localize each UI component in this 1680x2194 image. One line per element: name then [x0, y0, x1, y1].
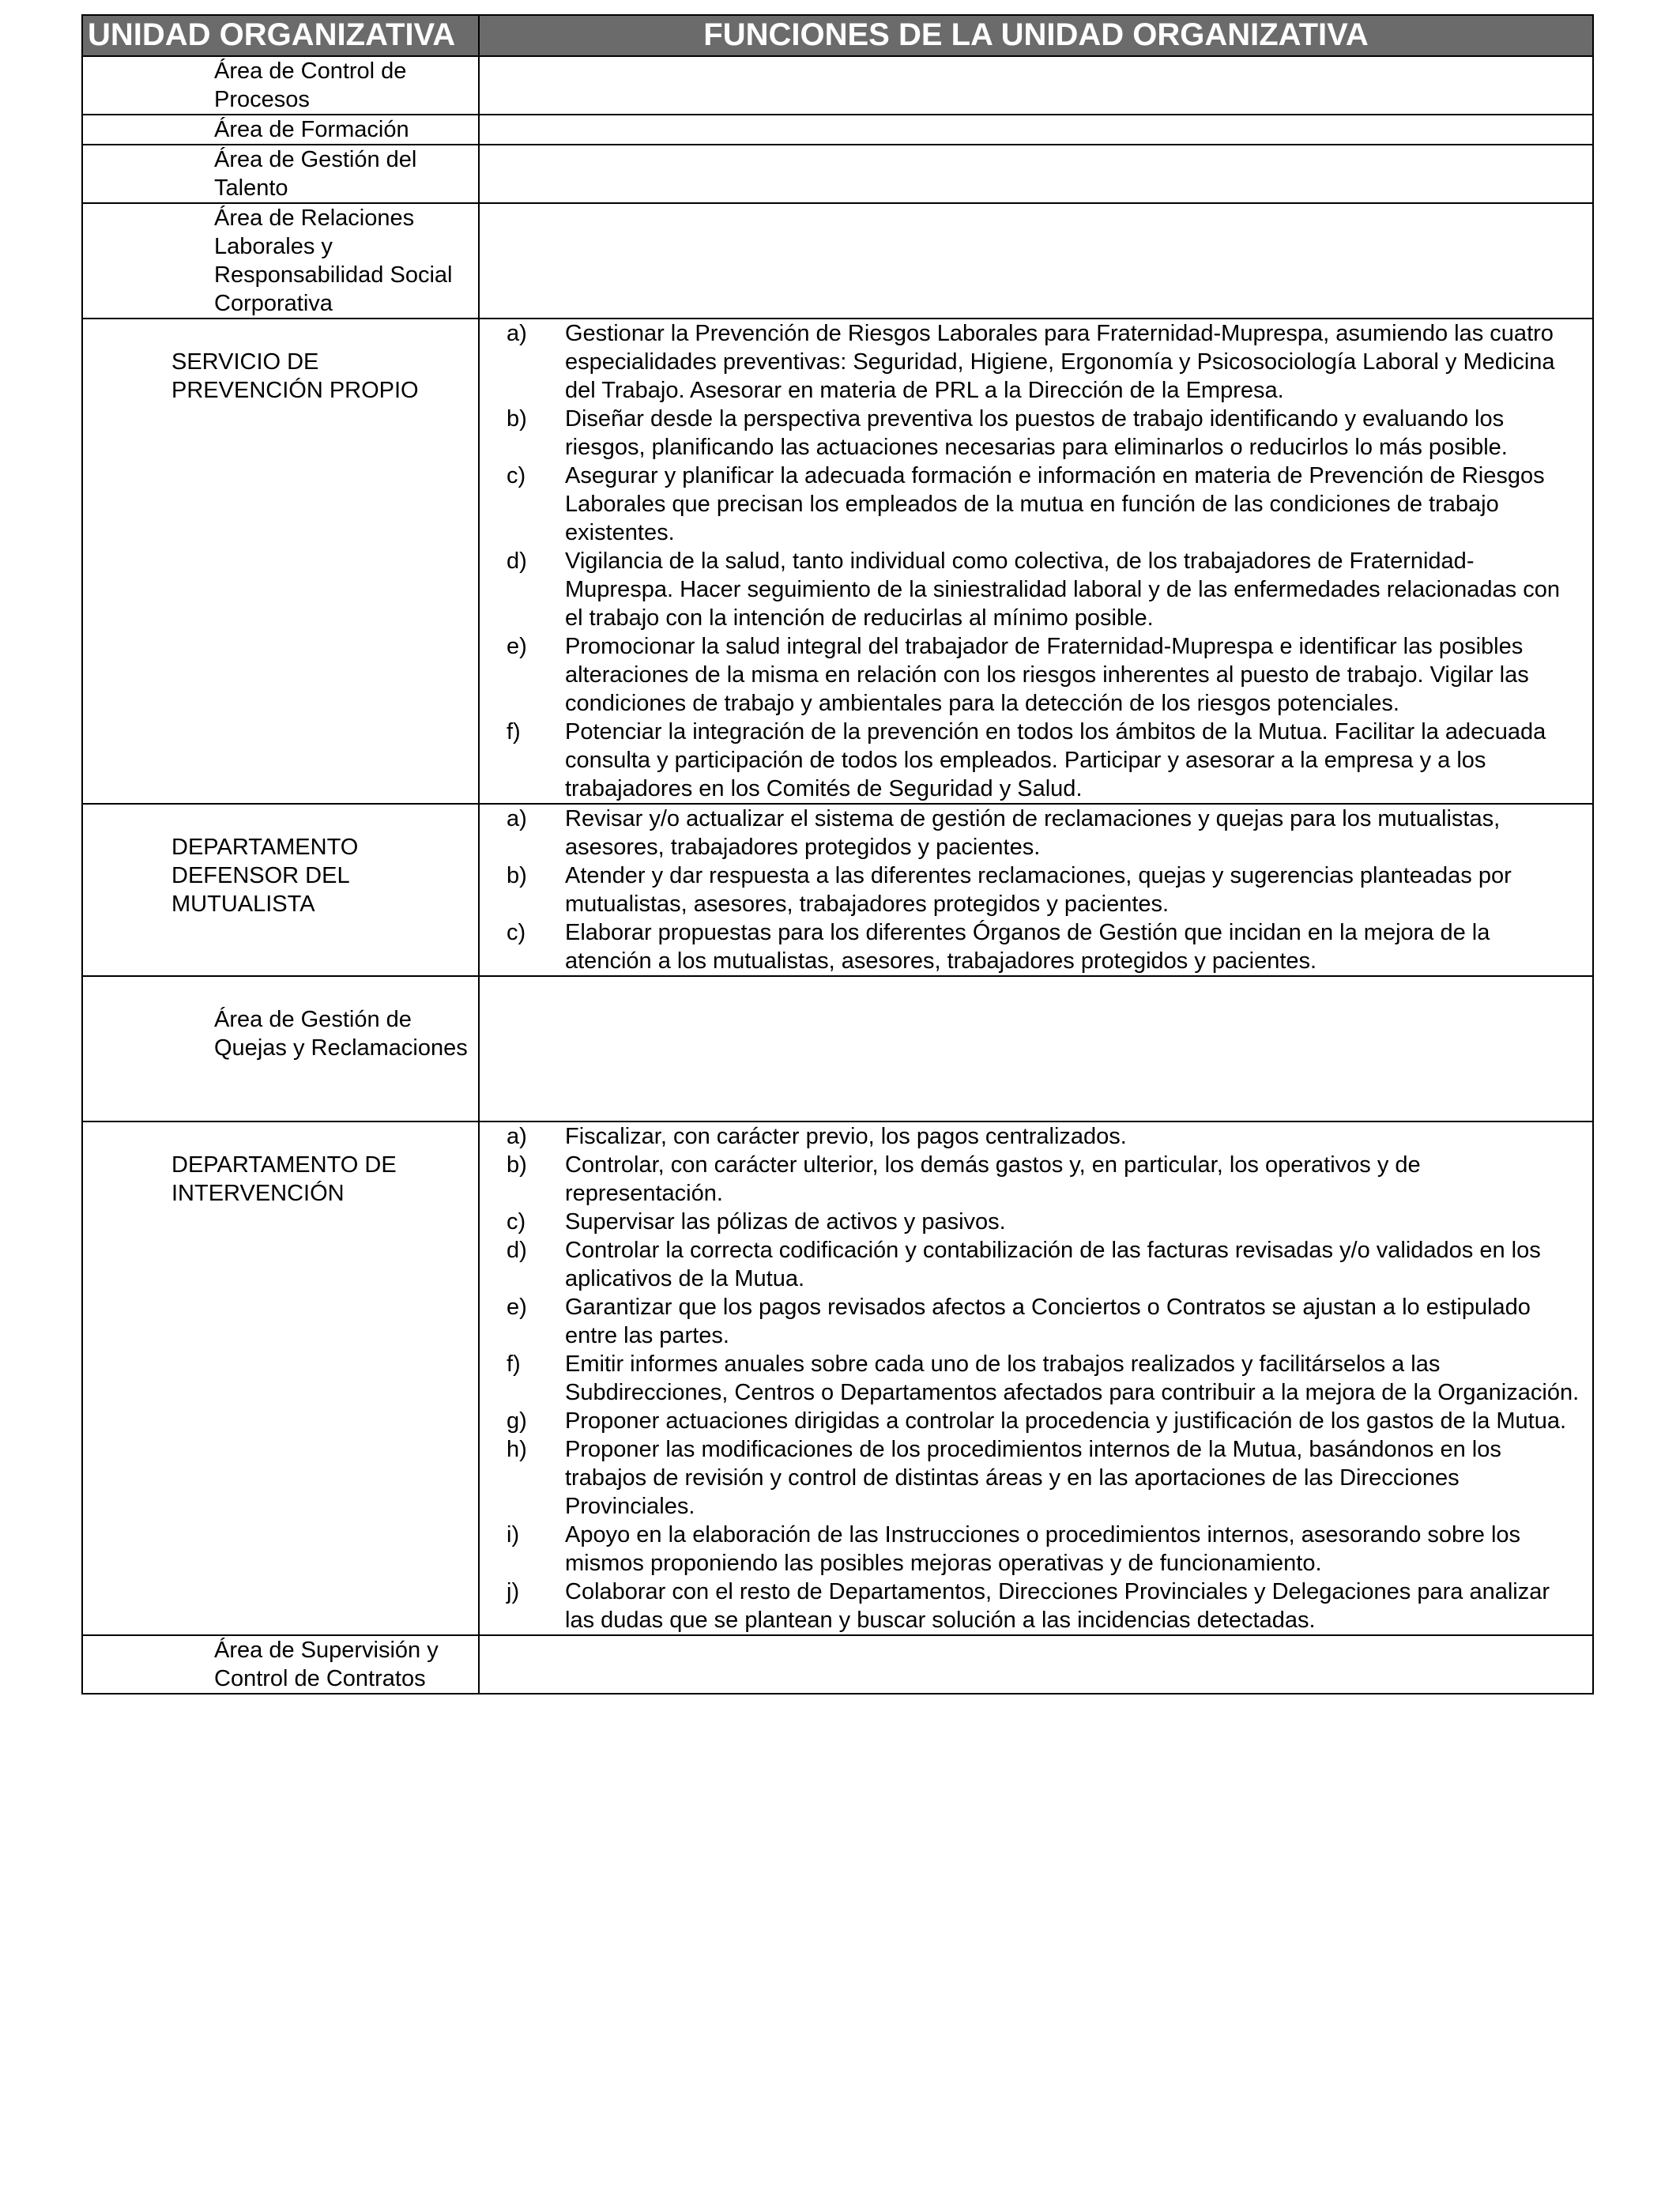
function-item	[480, 405, 1581, 462]
function-text: Proponer actuaciones dirigidas a controlar la procedencia y justificación de los gastos de la Mutua.	[565, 1408, 1567, 1434]
table-row	[82, 976, 1593, 1122]
functions-cell	[479, 804, 1593, 976]
function-letter: f)	[507, 719, 521, 745]
function-item	[480, 547, 1581, 632]
functions-cell	[479, 115, 1593, 145]
header-unit: UNIDAD ORGANIZATIVA	[82, 15, 479, 56]
function-item	[480, 805, 1581, 861]
unit-cell: Área de Supervisión y Control de Contratos	[82, 1635, 479, 1694]
function-text: Atender y dar respuesta a las diferentes reclamaciones, quejas y sugerencias planteadas por mutualistas, asesores, trabajadores protegidos y pacientes.	[565, 863, 1512, 917]
function-text: Colaborar con el resto de Departamentos, Direcciones Provinciales y Delegaciones para analizar las dudas que se plantean y buscar solución a las incidencias detectadas.	[565, 1579, 1550, 1633]
function-text: Elaborar propuestas para los diferentes Órganos de Gestión que incidan en la mejora de la atención a los mutualistas, asesores, trabajadores protegidos y pacientes.	[565, 920, 1490, 974]
function-letter: b)	[507, 863, 527, 888]
unit-cell	[82, 319, 479, 804]
function-letter: j)	[507, 1579, 520, 1604]
table-row	[82, 203, 1593, 319]
function-letter: e)	[507, 1295, 527, 1320]
function-letter: b)	[507, 406, 527, 432]
function-text: Asegurar y planificar la adecuada formación e información en materia de Prevención de Riesgos Laborales que precisan los empleados de la mutua en función de las condiciones de trabajo existentes.	[565, 463, 1545, 545]
unit-label: Área de Gestión de Quejas y Reclamaciones	[214, 1007, 468, 1061]
unit-label: DEPARTAMENTO DEFENSOR DEL MUTUALISTA	[171, 835, 359, 917]
function-item	[480, 462, 1581, 547]
function-letter: c)	[507, 1209, 526, 1235]
unit-cell: Área de Relaciones Laborales y Responsabilidad Social Corporativa	[82, 203, 479, 319]
function-letter: c)	[507, 920, 526, 945]
function-text: Diseñar desde la perspectiva preventiva los puestos de trabajo identificando y evaluando los riesgos, planificando las actuaciones necesarias para eliminarlos o reducirlos lo más posible.	[565, 406, 1508, 460]
function-letter: c)	[507, 463, 526, 488]
function-item	[480, 1435, 1581, 1521]
table-row	[82, 1122, 1593, 1635]
unit-label: SERVICIO DE PREVENCIÓN PROPIO	[171, 349, 419, 403]
function-text: Emitir informes anuales sobre cada uno de los trabajos realizados y facilitárselos a las Subdirecciones, Centros o Departamentos afectados para contribuir a la mejora de la Organización.	[565, 1351, 1580, 1405]
unit-label: DEPARTAMENTO DE INTERVENCIÓN	[171, 1152, 397, 1206]
function-item	[480, 918, 1581, 975]
function-item	[480, 1208, 1581, 1236]
document-page	[81, 14, 1592, 1695]
function-item	[480, 1236, 1581, 1293]
functions-cell	[479, 1635, 1593, 1694]
header-functions: FUNCIONES DE LA UNIDAD ORGANIZATIVA	[479, 15, 1593, 56]
function-item	[480, 319, 1581, 405]
functions-cell	[479, 56, 1593, 115]
functions-cell	[479, 1122, 1593, 1635]
table-row	[82, 115, 1593, 145]
function-item	[480, 861, 1581, 918]
function-item	[480, 718, 1581, 803]
function-item	[480, 1122, 1581, 1151]
function-letter: g)	[507, 1408, 527, 1434]
function-letter: a)	[507, 321, 527, 346]
function-letter: f)	[507, 1351, 521, 1377]
function-text: Proponer las modificaciones de los procedimientos internos de la Mutua, basándonos en los trabajos de revisión y control de distintas áreas y en las aportaciones de las Direcciones Provinciales.	[565, 1437, 1501, 1519]
unit-cell	[82, 976, 479, 1122]
function-item	[480, 632, 1581, 718]
function-item	[480, 1293, 1581, 1350]
function-letter: a)	[507, 1124, 527, 1149]
function-text: Promocionar la salud integral del trabajador de Fraternidad-Muprespa e identificar las posibles alteraciones de la misma en relación con los riesgos inherentes al puesto de trabajo. Vigilar las condiciones de trabajo y ambientales para la detección de los riesgos potenciales.	[565, 634, 1529, 716]
function-item	[480, 1350, 1581, 1407]
function-item	[480, 1521, 1581, 1578]
function-text: Gestionar la Prevención de Riesgos Laborales para Fraternidad-Muprespa, asumiendo las cuatro especialidades preventivas: Seguridad, Higiene, Ergonomía y Psicosociología Laboral y Medicina del Trabajo. Asesorar en materia de PRL a la Dirección de la Empresa.	[565, 321, 1555, 403]
function-letter: h)	[507, 1437, 527, 1462]
unit-cell	[82, 804, 479, 976]
functions-cell	[479, 145, 1593, 203]
function-item	[480, 1151, 1581, 1208]
table-row	[82, 145, 1593, 203]
function-letter: b)	[507, 1152, 527, 1178]
function-item	[480, 1578, 1581, 1634]
function-text: Apoyo en la elaboración de las Instrucciones o procedimientos internos, asesorando sobre los mismos proponiendo las posibles mejoras operativas y de funcionamiento.	[565, 1522, 1521, 1576]
table-row	[82, 56, 1593, 115]
function-letter: e)	[507, 634, 527, 659]
function-letter: d)	[507, 548, 527, 574]
function-letter: d)	[507, 1238, 527, 1263]
functions-table	[81, 14, 1594, 1695]
functions-cell	[479, 203, 1593, 319]
function-text: Fiscalizar, con carácter previo, los pagos centralizados.	[565, 1124, 1127, 1149]
function-letter: a)	[507, 806, 527, 831]
function-text: Garantizar que los pagos revisados afectos a Conciertos o Contratos se ajustan a lo estipulado entre las partes.	[565, 1295, 1531, 1348]
functions-cell	[479, 319, 1593, 804]
function-letter: i)	[507, 1522, 520, 1547]
function-text: Revisar y/o actualizar el sistema de gestión de reclamaciones y quejas para los mutualistas, asesores, trabajadores protegidos y pacientes.	[565, 806, 1501, 860]
header-row	[82, 15, 1593, 56]
function-text: Potenciar la integración de la prevención en todos los ámbitos de la Mutua. Facilitar la adecuada consulta y participación de todos los empleados. Participar y asesorar a la empresa y a los trabajadores en los Comités de Seguridad y Salud.	[565, 719, 1546, 801]
table-row	[82, 1635, 1593, 1694]
unit-cell: Área de Control de Procesos	[82, 56, 479, 115]
table-row	[82, 804, 1593, 976]
function-text: Controlar la correcta codificación y contabilización de las facturas revisadas y/o validados en los aplicativos de la Mutua.	[565, 1238, 1541, 1291]
function-text: Supervisar las pólizas de activos y pasivos.	[565, 1209, 1006, 1235]
functions-cell	[479, 976, 1593, 1122]
table-row	[82, 319, 1593, 804]
unit-cell	[82, 1122, 479, 1635]
function-text: Vigilancia de la salud, tanto individual como colectiva, de los trabajadores de Fraternidad-Muprespa. Hacer seguimiento de la siniestralidad laboral y de las enfermedades relacionadas con el trabajo con la intención de reducirlas al mínimo posible.	[565, 548, 1560, 631]
unit-cell: Área de Formación	[82, 115, 479, 145]
function-text: Controlar, con carácter ulterior, los demás gastos y, en particular, los operativos y de representación.	[565, 1152, 1421, 1206]
function-item	[480, 1407, 1581, 1435]
unit-cell: Área de Gestión del Talento	[82, 145, 479, 203]
